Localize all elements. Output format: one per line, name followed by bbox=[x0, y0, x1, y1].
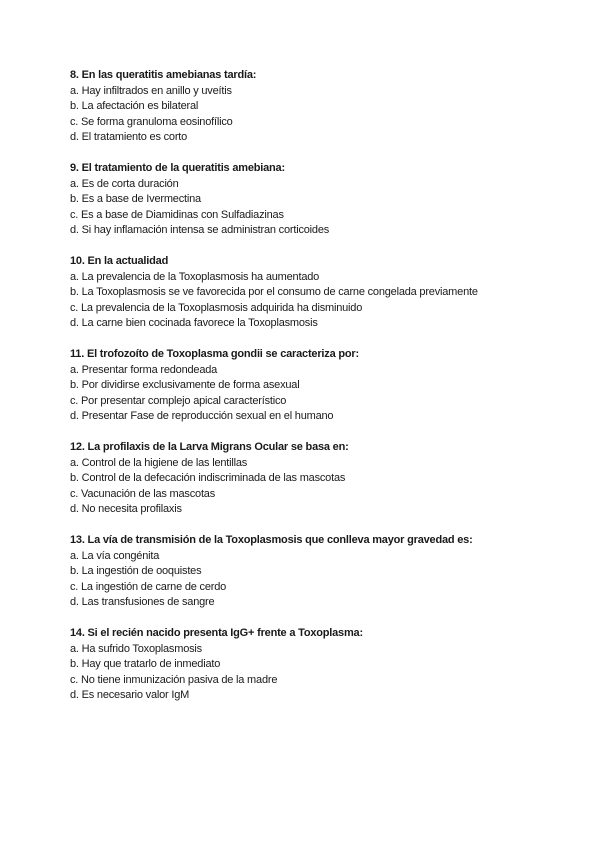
question-title: 8. En las queratitis amebianas tardía: bbox=[70, 69, 257, 81]
question-option-c: c. No tiene inmunización pasiva de la madre bbox=[70, 673, 278, 686]
question-option-a: a. Es de corta duración bbox=[70, 177, 179, 190]
question-option-a: a. Hay infiltrados en anillo y uveítis bbox=[70, 84, 232, 97]
question-title: 10. En la actualidad bbox=[70, 255, 169, 267]
question-option-b: b. Es a base de Ivermectina bbox=[70, 193, 201, 205]
question-option-d: d. Si hay inflamación intensa se administran corticoides bbox=[70, 224, 330, 236]
question-option-d: d. Presentar Fase de reproducción sexual en el humano bbox=[70, 410, 334, 422]
question-title: 14. Si el recién nacido presenta IgG+ frente a Toxoplasma: bbox=[70, 627, 363, 639]
question-option-d: d. No necesita profilaxis bbox=[70, 503, 182, 515]
question-block-13 bbox=[70, 533, 540, 611]
question-option-d: d. El tratamiento es corto bbox=[70, 131, 188, 143]
question-title: 13. La vía de transmisión de la Toxoplasmosis que conlleva mayor gravedad es: bbox=[70, 534, 473, 546]
question-option-b: b. Por dividirse exclusivamente de forma asexual bbox=[70, 379, 300, 391]
question-option-c: c. La prevalencia de la Toxoplasmosis adquirida ha disminuido bbox=[70, 301, 363, 314]
question-title: 11. El trofozoíto de Toxoplasma gondii se caracteriza por: bbox=[70, 348, 359, 360]
question-title: 9. El tratamiento de la queratitis amebiana: bbox=[70, 162, 285, 174]
question-option-a: a. Control de la higiene de las lentillas bbox=[70, 456, 248, 469]
question-option-a: a. La prevalencia de la Toxoplasmosis ha aumentado bbox=[70, 270, 320, 283]
question-option-b: b. La ingestión de ooquistes bbox=[70, 565, 202, 577]
question-option-a: a. Ha sufrido Toxoplasmosis bbox=[70, 642, 202, 655]
question-option-b: b. La afectación es bilateral bbox=[70, 100, 199, 112]
question-option-b: b. Control de la defecación indiscriminada de las mascotas bbox=[70, 472, 346, 484]
question-option-c: c. Se forma granuloma eosinofílico bbox=[70, 115, 233, 128]
question-title: 12. La profilaxis de la Larva Migrans Ocular se basa en: bbox=[70, 441, 349, 453]
question-option-d: d. Es necesario valor IgM bbox=[70, 689, 190, 701]
question-block-8 bbox=[70, 68, 540, 146]
question-option-c: c. Es a base de Diamidinas con Sulfadiazinas bbox=[70, 208, 284, 221]
question-option-a: a. Presentar forma redondeada bbox=[70, 363, 218, 376]
question-option-c: c. La ingestión de carne de cerdo bbox=[70, 580, 227, 593]
question-block-14 bbox=[70, 626, 540, 704]
question-block-12 bbox=[70, 440, 540, 518]
question-option-b: b. La Toxoplasmosis se ve favorecida por el consumo de carne congelada previamente bbox=[70, 286, 478, 298]
question-option-b: b. Hay que tratarlo de inmediato bbox=[70, 658, 221, 670]
question-block-11 bbox=[70, 347, 540, 425]
question-option-c: c. Vacunación de las mascotas bbox=[70, 487, 216, 500]
question-block-9 bbox=[70, 161, 540, 239]
question-option-c: c. Por presentar complejo apical característico bbox=[70, 394, 287, 407]
question-option-d: d. Las transfusiones de sangre bbox=[70, 596, 215, 608]
question-option-a: a. La vía congénita bbox=[70, 549, 160, 562]
question-option-d: d. La carne bien cocinada favorece la Toxoplasmosis bbox=[70, 317, 318, 329]
question-block-10 bbox=[70, 254, 540, 332]
